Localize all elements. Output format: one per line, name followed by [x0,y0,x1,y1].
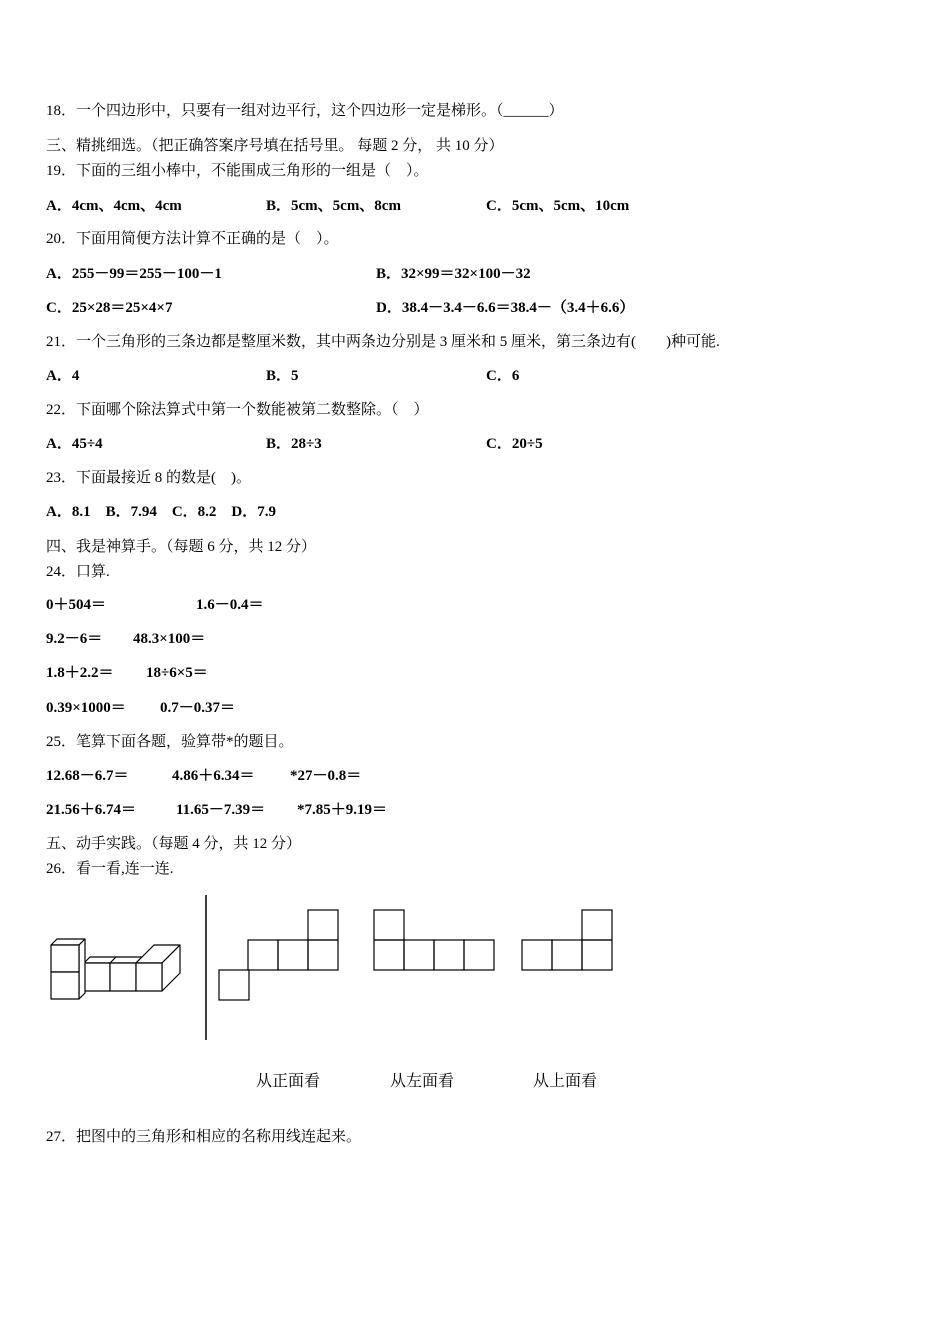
view-shape-l-left [372,908,498,972]
label-top-view: 从上面看 [533,1071,598,1090]
q25-r1-a: 12.68－6.7＝ [46,768,129,784]
q24-r4-a: 0.39×1000＝ [46,700,126,716]
q20-option-c: C．25×28＝25×4×7 [46,300,173,316]
view-shape-staircase [218,908,342,1002]
question-21-stem: 21．一个三角形的三条边都是整厘米数，其中两条边分别是 3 厘米和 5 厘米，第三条边有( )种可能. [46,334,720,350]
question-20-stem: 20．下面用简便方法计算不正确的是（ ）。 [46,231,339,247]
question-25-stem: 25．笔算下面各题，验算带*的题目。 [46,734,294,750]
label-left-view: 从左面看 [390,1071,455,1090]
q24-r2-b: 48.3×100＝ [133,631,206,647]
q22-option-a: A．45÷4 [46,436,103,452]
question-26-stem: 26．看一看,连一连. [46,861,174,877]
question-27: 27．把图中的三角形和相应的名称用线连起来。 [46,1129,362,1145]
q20-option-b: B．32×99＝32×100－32 [376,266,531,282]
q23-options: A．8.1 B．7.94 C．8.2 D．7.9 [46,504,277,520]
q21-option-c: C．6 [486,368,520,384]
cube-solid-figure [40,930,190,1010]
q25-r1-c: *27－0.8＝ [290,768,362,784]
q21-option-a: A．4 [46,368,80,384]
q21-option-b: B．5 [266,368,299,384]
q22-option-b: B．28÷3 [266,436,322,452]
q24-r3-a: 1.8＋2.2＝ [46,665,114,681]
question-23-stem: 23．下面最接近 8 的数是( )。 [46,470,251,486]
q24-r2-a: 9.2－6＝ [46,631,103,647]
q19-option-b: B．5cm、5cm、8cm [266,198,401,214]
question-19-stem: 19．下面的三组小棒中，不能围成三角形的一组是（ ）。 [46,163,429,179]
q24-r1-b: 1.6－0.4＝ [196,597,264,613]
q20-option-a: A．255－99＝255－100－1 [46,266,222,282]
question-22-stem: 22．下面哪个除法算式中第一个数能被第二数整除。（ ） [46,402,429,418]
q25-r2-c: *7.85＋9.19＝ [297,802,388,818]
q24-r3-b: 18÷6×5＝ [146,665,208,681]
section-3-heading: 三、精挑细选。（把正确答案序号填在括号里。 每题 2 分， 共 10 分） [46,138,504,154]
q19-option-c: C．5cm、5cm、10cm [486,198,630,214]
q25-r2-b: 11.65－7.39＝ [176,802,266,818]
q20-option-d: D．38.4－3.4－6.6＝38.4－（3.4＋6.6） [376,300,635,316]
q24-r1-a: 0＋504＝ [46,597,107,613]
q22-option-c: C．20÷5 [486,436,543,452]
q25-r1-b: 4.86＋6.34＝ [172,768,255,784]
question-24-stem: 24．口算. [46,564,110,580]
q24-r4-b: 0.7－0.37＝ [160,700,236,716]
section-5-heading: 五、动手实践。（每题 4 分，共 12 分） [46,836,302,852]
view-shape-l-right [520,908,616,972]
divider-line [204,895,208,1040]
section-4-heading: 四、我是神算手。（每题 6 分，共 12 分） [46,539,317,555]
label-front-view: 从正面看 [256,1071,321,1090]
question-18: 18．一个四边形中，只要有一组对边平行，这个四边形一定是梯形。（______） [46,103,564,119]
q19-option-a: A．4cm、4cm、4cm [46,198,182,214]
q25-r2-a: 21.56＋6.74＝ [46,802,137,818]
